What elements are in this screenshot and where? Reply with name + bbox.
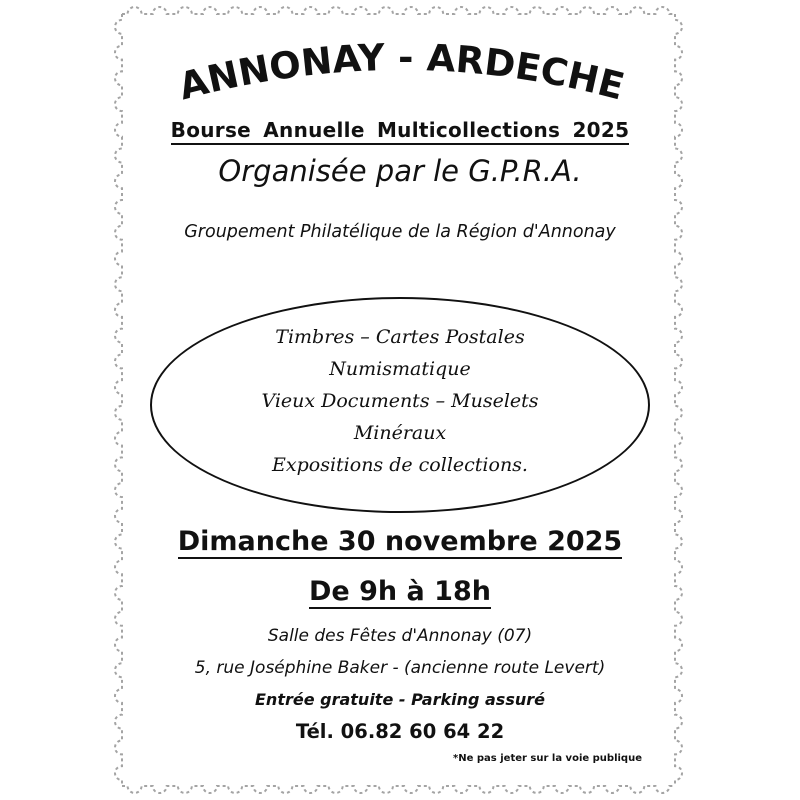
event-date <box>0 526 800 557</box>
oval-item-numismatics: Numismatique <box>329 358 471 380</box>
entry-parking-info: Entrée gratuite - Parking assuré <box>255 690 545 709</box>
venue-address: 5, rue Joséphine Baker - (ancienne route Levert) <box>194 658 606 678</box>
event-date-text: Dimanche 30 novembre 2025 <box>177 526 623 557</box>
event-subtitle <box>0 118 800 142</box>
organiser-full-name: Groupement Philatélique de la Région d'Annonay <box>184 222 616 242</box>
oval-item-exhibitions: Expositions de collections. <box>272 454 528 476</box>
event-hours <box>0 576 800 607</box>
oval-item-minerals: Minéraux <box>353 422 447 444</box>
oval-item-stamps-postcards: Timbres – Cartes Postales <box>275 326 525 348</box>
venue-name: Salle des Fêtes d'Annonay (07) <box>267 626 533 646</box>
oval-item-documents: Vieux Documents – Muselets <box>261 390 539 412</box>
main-title: ANNONAY - ARDECHE <box>174 35 629 109</box>
title-arc <box>150 30 650 110</box>
footnote: *Ne pas jeter sur la voie publique <box>453 753 642 764</box>
event-subtitle-text: Bourse Annuelle Multicollections 2025 <box>171 118 630 145</box>
organiser-line: Organisée par le G.P.R.A. <box>218 154 582 188</box>
event-hours-text: De 9h à 18h <box>309 576 491 607</box>
svg-text:ANNONAY - ARDECHE <box>174 36 628 108</box>
phone-number: Tél. 06.82 60 64 22 <box>295 720 505 743</box>
